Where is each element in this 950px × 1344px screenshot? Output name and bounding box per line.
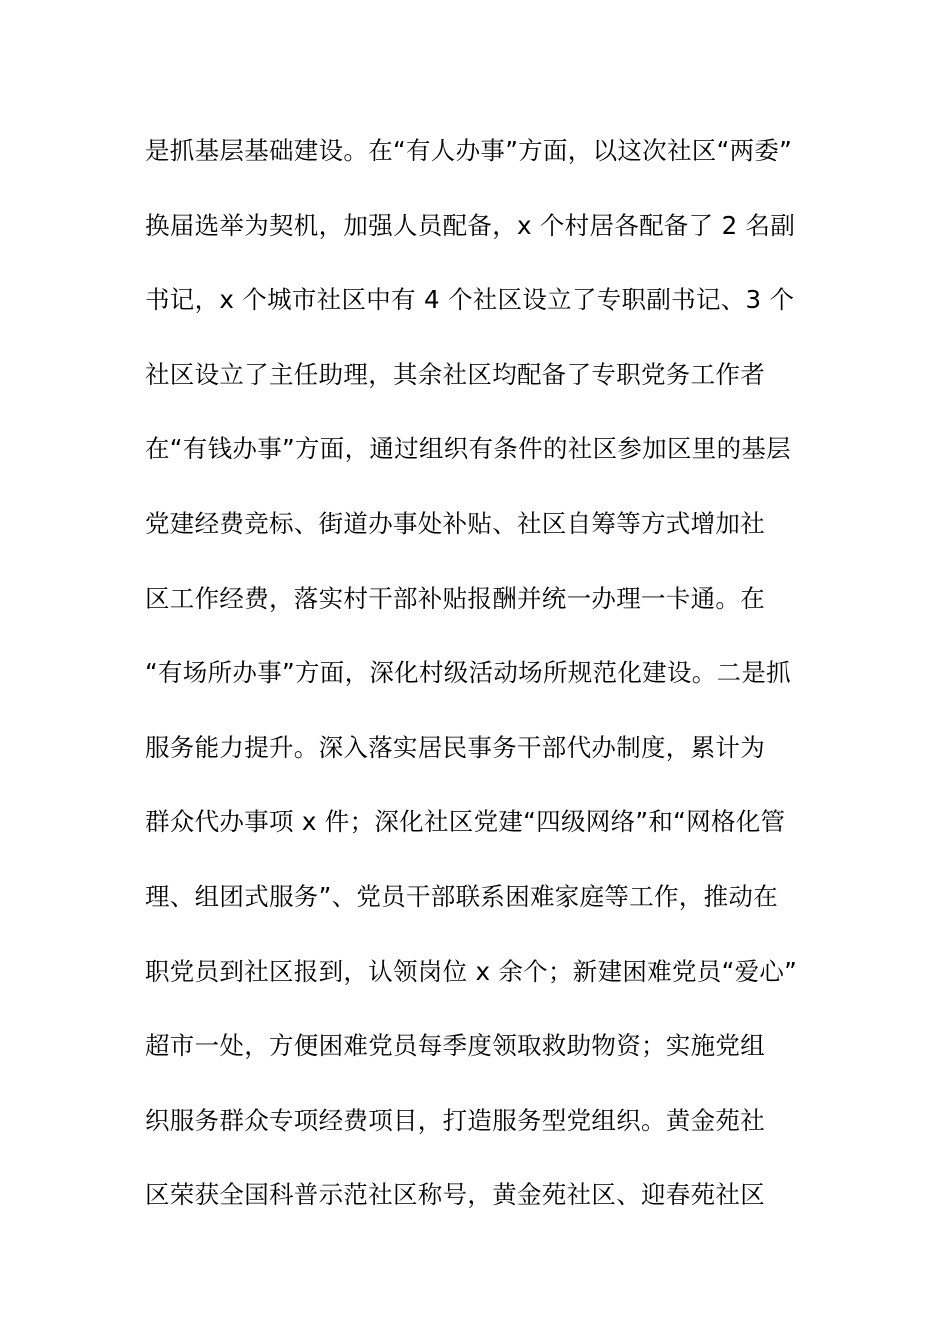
text-line: 社区设立了主任助理，其余社区均配备了专职党务工作者 — [145, 359, 765, 389]
body-text — [145, 125, 810, 1244]
text-line: 理、组团式服务”、党员干部联系困难家庭等工作，推动在 — [145, 881, 778, 911]
text-line: 党建经费竞标、街道办事处补贴、社区自筹等方式增加社 — [145, 508, 765, 538]
text-line: 书记，x 个城市社区中有 4 个社区设立了专职副书记、3 个 — [145, 285, 795, 315]
text-line: 是抓基层基础建设。在“有人办事”方面，以这次社区“两委” — [145, 136, 793, 165]
text-line: “有场所办事”方面，深化村级活动场所规范化建设。二是抓 — [145, 658, 791, 688]
text-line: 超市一处，方便困难党员每季度领取救助物资；实施党组 — [145, 1031, 765, 1061]
text-line: 织服务群众专项经费项目，打造服务型党组织。黄金苑社 — [145, 1105, 765, 1135]
text-line: 职党员到社区报到，认领岗位 x 余个；新建困难党员“爱心” — [145, 956, 798, 986]
text-line: 群众代办事项 x 件；深化社区党建“四级网络”和“网格化管 — [145, 807, 786, 837]
text-line: 区工作经费，落实村干部补贴报酬并统一办理一卡通。在 — [145, 583, 765, 613]
text-line: 服务能力提升。深入落实居民事务干部代办制度，累计为 — [145, 732, 765, 762]
text-line: 换届选举为契机，加强人员配备，x 个村居各配备了 2 名副 — [145, 210, 796, 240]
text-line: 在“有钱办事”方面，通过组织有条件的社区参加区里的基层 — [145, 434, 791, 464]
text-line: 区荣获全国科普示范社区称号，黄金苑社区、迎春苑社区 — [145, 1180, 765, 1210]
